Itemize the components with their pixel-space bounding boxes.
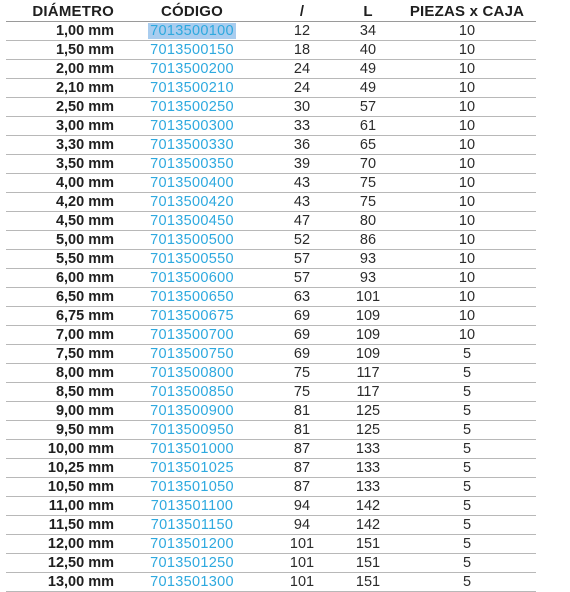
slash-value-cell: 87 — [266, 478, 338, 497]
table-row — [6, 459, 536, 478]
length-cell: 101 — [338, 288, 398, 307]
header-slash: / — [266, 1, 338, 22]
diameter-cell: 10,25 mm — [6, 459, 118, 478]
slash-value-cell: 101 — [266, 573, 338, 592]
code-cell[interactable]: 7013501300 — [118, 573, 266, 592]
length-cell: 80 — [338, 212, 398, 231]
diameter-cell: 4,00 mm — [6, 174, 118, 193]
pieces-cell: 10 — [398, 212, 536, 231]
slash-value-cell: 57 — [266, 250, 338, 269]
table-row — [6, 231, 536, 250]
code-cell[interactable]: 7013500700 — [118, 326, 266, 345]
pieces-cell: 10 — [398, 79, 536, 98]
pieces-cell: 5 — [398, 497, 536, 516]
length-cell: 109 — [338, 345, 398, 364]
length-cell: 125 — [338, 402, 398, 421]
slash-value-cell: 39 — [266, 155, 338, 174]
pieces-cell: 5 — [398, 459, 536, 478]
table-row — [6, 421, 536, 440]
pieces-cell: 5 — [398, 345, 536, 364]
pieces-cell: 10 — [398, 250, 536, 269]
length-cell: 109 — [338, 326, 398, 345]
length-cell: 75 — [338, 193, 398, 212]
table-row — [6, 117, 536, 136]
pieces-cell: 5 — [398, 535, 536, 554]
selected-code-text[interactable]: 7013500100 — [150, 22, 234, 39]
code-cell[interactable]: 7013500675 — [118, 307, 266, 326]
length-cell: 151 — [338, 554, 398, 573]
code-cell[interactable]: 7013500650 — [118, 288, 266, 307]
pieces-cell: 5 — [398, 478, 536, 497]
length-cell: 86 — [338, 231, 398, 250]
code-cell[interactable]: 7013501250 — [118, 554, 266, 573]
length-cell: 75 — [338, 174, 398, 193]
pieces-cell: 10 — [398, 307, 536, 326]
code-cell[interactable]: 7013501200 — [118, 535, 266, 554]
diameter-cell: 1,50 mm — [6, 41, 118, 60]
diameter-cell: 11,50 mm — [6, 516, 118, 535]
pieces-cell: 5 — [398, 440, 536, 459]
header-codigo: CÓDIGO — [118, 1, 266, 22]
slash-value-cell: 36 — [266, 136, 338, 155]
code-cell[interactable]: 7013500450 — [118, 212, 266, 231]
slash-value-cell: 33 — [266, 117, 338, 136]
diameter-cell: 8,50 mm — [6, 383, 118, 402]
pieces-cell: 10 — [398, 98, 536, 117]
length-cell: 151 — [338, 535, 398, 554]
length-cell: 133 — [338, 440, 398, 459]
pieces-cell: 5 — [398, 402, 536, 421]
code-cell[interactable]: 7013500550 — [118, 250, 266, 269]
length-cell: 49 — [338, 60, 398, 79]
diameter-cell: 2,10 mm — [6, 79, 118, 98]
header-row — [6, 1, 536, 22]
slash-value-cell: 63 — [266, 288, 338, 307]
diameter-cell: 10,00 mm — [6, 440, 118, 459]
diameter-cell: 2,00 mm — [6, 60, 118, 79]
code-cell[interactable]: 7013500800 — [118, 364, 266, 383]
length-cell: 49 — [338, 79, 398, 98]
table-row — [6, 364, 536, 383]
code-cell[interactable]: 7013500200 — [118, 60, 266, 79]
pieces-cell: 5 — [398, 421, 536, 440]
length-cell: 70 — [338, 155, 398, 174]
table-row — [6, 155, 536, 174]
slash-value-cell: 101 — [266, 554, 338, 573]
code-cell[interactable]: 7013501000 — [118, 440, 266, 459]
length-cell: 133 — [338, 478, 398, 497]
slash-value-cell: 52 — [266, 231, 338, 250]
table-row — [6, 326, 536, 345]
slash-value-cell: 12 — [266, 22, 338, 41]
header-l: L — [338, 1, 398, 22]
diameter-cell: 3,50 mm — [6, 155, 118, 174]
slash-value-cell: 81 — [266, 402, 338, 421]
table-row — [6, 573, 536, 592]
pieces-cell: 10 — [398, 174, 536, 193]
slash-value-cell: 43 — [266, 193, 338, 212]
table-row — [6, 440, 536, 459]
table-row — [6, 535, 536, 554]
length-cell: 142 — [338, 497, 398, 516]
length-cell: 93 — [338, 250, 398, 269]
length-cell: 125 — [338, 421, 398, 440]
code-cell[interactable]: 7013500350 — [118, 155, 266, 174]
diameter-cell: 12,50 mm — [6, 554, 118, 573]
table-row — [6, 250, 536, 269]
table-row — [6, 136, 536, 155]
table-row — [6, 60, 536, 79]
diameter-cell: 1,00 mm — [6, 22, 118, 41]
slash-value-cell: 101 — [266, 535, 338, 554]
pieces-cell: 5 — [398, 516, 536, 535]
slash-value-cell: 75 — [266, 364, 338, 383]
diameter-cell: 13,00 mm — [6, 573, 118, 592]
table-row — [6, 345, 536, 364]
table-row — [6, 41, 536, 60]
length-cell: 117 — [338, 364, 398, 383]
diameter-cell: 7,50 mm — [6, 345, 118, 364]
diameter-cell: 5,00 mm — [6, 231, 118, 250]
code-cell[interactable]: 7013501150 — [118, 516, 266, 535]
table-row — [6, 269, 536, 288]
code-cell[interactable]: 7013500900 — [118, 402, 266, 421]
diameter-cell: 3,00 mm — [6, 117, 118, 136]
length-cell: 151 — [338, 573, 398, 592]
slash-value-cell: 87 — [266, 459, 338, 478]
code-cell[interactable]: 7013500420 — [118, 193, 266, 212]
table-body — [6, 22, 536, 592]
diameter-cell: 9,00 mm — [6, 402, 118, 421]
table-row — [6, 98, 536, 117]
diameter-cell: 11,00 mm — [6, 497, 118, 516]
length-cell: 142 — [338, 516, 398, 535]
slash-value-cell: 94 — [266, 516, 338, 535]
pieces-cell: 10 — [398, 193, 536, 212]
pieces-cell: 10 — [398, 269, 536, 288]
pieces-cell: 10 — [398, 60, 536, 79]
code-cell[interactable]: 7013500950 — [118, 421, 266, 440]
code-cell[interactable]: 7013501100 — [118, 497, 266, 516]
slash-value-cell: 24 — [266, 79, 338, 98]
code-cell[interactable]: 7013500300 — [118, 117, 266, 136]
code-cell[interactable]: 7013501025 — [118, 459, 266, 478]
slash-value-cell: 69 — [266, 326, 338, 345]
table-row — [6, 307, 536, 326]
diameter-cell: 2,50 mm — [6, 98, 118, 117]
table-row — [6, 516, 536, 535]
table-row — [6, 497, 536, 516]
diameter-cell: 3,30 mm — [6, 136, 118, 155]
slash-value-cell: 57 — [266, 269, 338, 288]
length-cell: 109 — [338, 307, 398, 326]
diameter-cell: 4,50 mm — [6, 212, 118, 231]
code-cell[interactable]: 7013501050 — [118, 478, 266, 497]
diameter-cell: 7,00 mm — [6, 326, 118, 345]
table-row — [6, 22, 536, 41]
table-row — [6, 402, 536, 421]
table-row — [6, 383, 536, 402]
length-cell: 65 — [338, 136, 398, 155]
table-row — [6, 193, 536, 212]
code-cell[interactable]: 7013500400 — [118, 174, 266, 193]
pieces-cell: 10 — [398, 136, 536, 155]
code-cell[interactable] — [118, 22, 266, 41]
slash-value-cell: 87 — [266, 440, 338, 459]
table-row — [6, 288, 536, 307]
diameter-cell: 8,00 mm — [6, 364, 118, 383]
slash-value-cell: 24 — [266, 60, 338, 79]
code-cell[interactable]: 7013500750 — [118, 345, 266, 364]
pieces-cell: 10 — [398, 231, 536, 250]
table-row — [6, 212, 536, 231]
code-cell[interactable]: 7013500250 — [118, 98, 266, 117]
slash-value-cell: 18 — [266, 41, 338, 60]
slash-value-cell: 69 — [266, 307, 338, 326]
code-cell[interactable]: 7013500850 — [118, 383, 266, 402]
slash-value-cell: 75 — [266, 383, 338, 402]
slash-value-cell: 94 — [266, 497, 338, 516]
pieces-cell: 10 — [398, 22, 536, 41]
pieces-cell: 10 — [398, 326, 536, 345]
slash-value-cell: 30 — [266, 98, 338, 117]
table-row — [6, 174, 536, 193]
code-cell[interactable]: 7013500600 — [118, 269, 266, 288]
diameter-cell: 5,50 mm — [6, 250, 118, 269]
length-cell: 61 — [338, 117, 398, 136]
pieces-cell: 5 — [398, 554, 536, 573]
pieces-cell: 10 — [398, 41, 536, 60]
pieces-cell: 10 — [398, 155, 536, 174]
length-cell: 57 — [338, 98, 398, 117]
pieces-cell: 10 — [398, 288, 536, 307]
product-table-container — [6, 1, 536, 592]
diameter-cell: 6,00 mm — [6, 269, 118, 288]
diameter-cell: 6,50 mm — [6, 288, 118, 307]
length-cell: 93 — [338, 269, 398, 288]
code-cell[interactable]: 7013500210 — [118, 79, 266, 98]
table-header — [6, 1, 536, 22]
diameter-cell: 10,50 mm — [6, 478, 118, 497]
pieces-cell: 5 — [398, 383, 536, 402]
pieces-cell: 5 — [398, 573, 536, 592]
code-cell[interactable]: 7013500500 — [118, 231, 266, 250]
slash-value-cell: 69 — [266, 345, 338, 364]
code-cell[interactable]: 7013500330 — [118, 136, 266, 155]
diameter-cell: 9,50 mm — [6, 421, 118, 440]
length-cell: 34 — [338, 22, 398, 41]
header-diametro: DIÁMETRO — [6, 1, 118, 22]
slash-value-cell: 43 — [266, 174, 338, 193]
diameter-cell: 6,75 mm — [6, 307, 118, 326]
diameter-cell: 12,00 mm — [6, 535, 118, 554]
diameter-cell: 4,20 mm — [6, 193, 118, 212]
header-piezas: PIEZAS x CAJA — [398, 1, 536, 22]
code-cell[interactable]: 7013500150 — [118, 41, 266, 60]
pieces-cell: 5 — [398, 364, 536, 383]
product-table — [6, 1, 536, 592]
length-cell: 117 — [338, 383, 398, 402]
table-row — [6, 79, 536, 98]
table-row — [6, 478, 536, 497]
length-cell: 40 — [338, 41, 398, 60]
slash-value-cell: 81 — [266, 421, 338, 440]
slash-value-cell: 47 — [266, 212, 338, 231]
length-cell: 133 — [338, 459, 398, 478]
pieces-cell: 10 — [398, 117, 536, 136]
